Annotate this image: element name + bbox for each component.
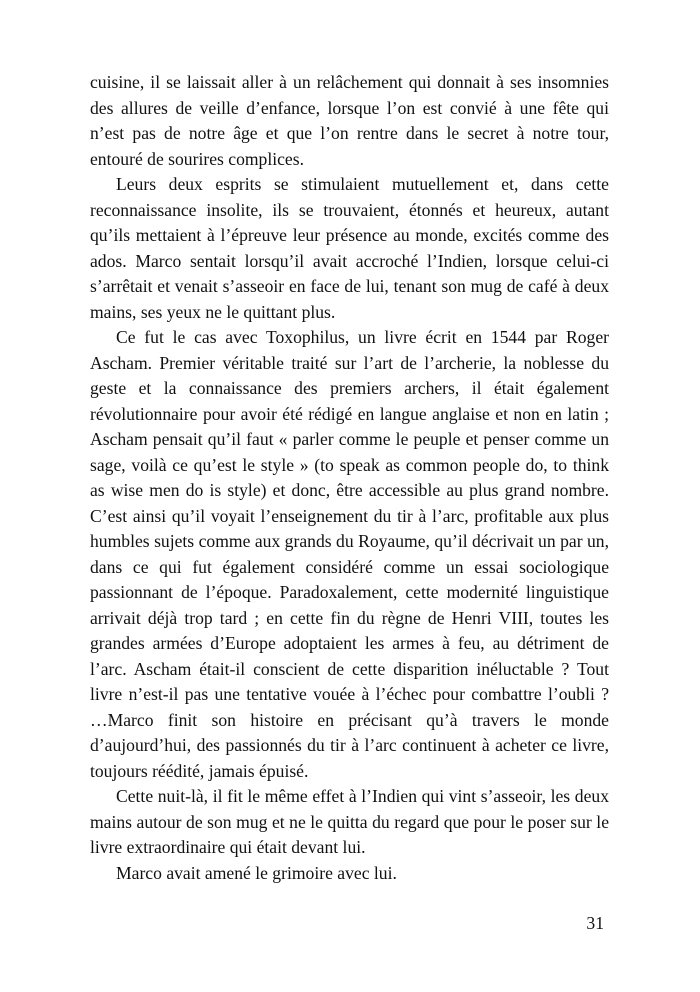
paragraph-toxophilus: Ce fut le cas avec Toxophilus, un livre écrit en 1544 par Roger Ascham. Premier véritable traité sur l’art de l’archerie, la noblesse du geste et la connaissance des premiers archers, il était également révolutionnaire pour avoir été rédigé en langue anglaise et non en latin ; Ascham pensait qu’il faut « parler comme le peuple et penser comme un sage, voilà ce qu’est le style » (to speak as common people do, to think as wise men do is style) et donc, être accessible au plus grand nombre. C’est ainsi qu’il voyait l’enseignement du tir à l’arc, profitable aux plus humbles sujets comme aux grands du Royaume, qu’il décrivait un par un, dans ce qui fut également considéré comme un essai sociologique passionnant de l’époque. Paradoxalement, cette modernité linguistique arrivait déjà trop tard ; en cette fin du règne de Henri VIII, toutes les grandes armées d’Europe adoptaient les armes à feu, au détriment de l’arc. Ascham était-il conscient de cette disparition inéluctable ? Tout livre n’est-il pas une tentative vouée à l’échec pour combattre l’oubli ? …Marco finit son histoire en précisant qu’à travers le monde d’aujourd’hui, des passionnés du tir à l’arc continuent à acheter ce livre, toujours réédité, jamais épuisé. bbox=[90, 327, 609, 781]
paragraph-continuation: cuisine, il se laissait aller à un relâchement qui donnait à ses insomnies des allures de veille d’enfance, lorsque l’on est convié à une fête qui n’est pas de notre âge et que l’on rentre dans le secret à notre tour, entouré de sourires complices. bbox=[90, 72, 609, 169]
page-body bbox=[90, 70, 609, 886]
paragraph-grimoire: Marco avait amené le grimoire avec lui. bbox=[116, 862, 397, 883]
paragraph-nuit: Cette nuit-là, il fit le même effet à l’Indien qui vint s’asseoir, les deux mains autour de son mug et ne le quitta du regard que pour le poser sur le livre extraordinaire qui était devant lui. bbox=[90, 786, 609, 857]
page-number: 31 bbox=[586, 913, 604, 933]
paragraph-esprits: Leurs deux esprits se stimulaient mutuellement et, dans cette reconnaissance insolite, ils se trouvaient, étonnés et heureux, autant qu’ils mettaient à l’épreuve leur présence au monde, excités comme des ados. Marco sentait lorsqu’il avait accroché l’Indien, lorsque celui-ci s’arrêtait et venait s’asseoir en face de lui, tenant son mug de café à deux mains, ses yeux ne le quittant plus. bbox=[90, 174, 609, 322]
